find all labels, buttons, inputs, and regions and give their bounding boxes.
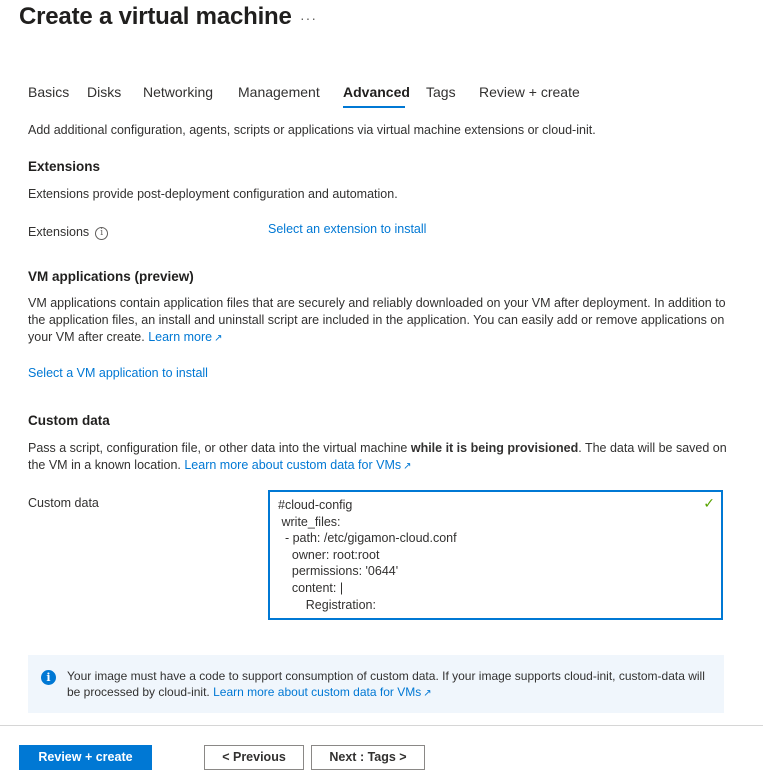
- info-banner-learn-more-link[interactable]: [213, 685, 432, 699]
- external-link-icon: ↗: [214, 333, 223, 344]
- info-banner-message: Your image must have a code to support consumption of custom data. If your image supports cloud-init, custom-data will be processed by cloud-init.: [67, 669, 705, 699]
- select-extension-link[interactable]: Select an extension to install: [268, 222, 427, 236]
- code-line: permissions: '0644': [278, 564, 399, 579]
- code-line: owner: root:root: [278, 547, 380, 562]
- custom-data-heading: Custom data: [28, 413, 110, 428]
- footer-divider: [0, 725, 763, 726]
- custom-data-desc-bold: while it is being provisioned: [410, 441, 579, 455]
- tab-review-create[interactable]: Review + create: [479, 84, 580, 100]
- vm-apps-description: [28, 295, 728, 347]
- info-icon[interactable]: i: [95, 227, 108, 240]
- previous-button[interactable]: < Previous: [204, 745, 304, 770]
- vm-apps-heading: VM applications (preview): [28, 269, 194, 284]
- extensions-field-label: [28, 225, 108, 240]
- external-link-icon: ↗: [423, 688, 432, 699]
- code-line: write_files:: [278, 514, 341, 529]
- learn-more-label: Learn more about custom data for VMs: [213, 685, 422, 699]
- tab-tags[interactable]: Tags: [426, 84, 456, 100]
- checkmark-icon: ✓: [703, 495, 715, 511]
- code-line: Registration:: [278, 597, 376, 612]
- extensions-description: Extensions provide post-deployment configuration and automation.: [28, 187, 398, 201]
- code-line: content: |: [278, 580, 344, 595]
- learn-more-label: Learn more about custom data for VMs: [184, 458, 402, 472]
- intro-text: Add additional configuration, agents, scripts or applications via virtual machine extensions or cloud-init.: [28, 123, 596, 137]
- vm-apps-learn-more-link[interactable]: [148, 330, 222, 344]
- select-vm-application-link[interactable]: Select a VM application to install: [28, 366, 208, 380]
- review-create-button[interactable]: Review + create: [19, 745, 152, 770]
- tab-basics[interactable]: Basics: [28, 84, 70, 100]
- more-options-button[interactable]: ···: [300, 10, 317, 26]
- code-line: #cloud-config: [278, 498, 353, 512]
- custom-data-learn-more-link[interactable]: [184, 458, 411, 472]
- custom-data-description: [28, 440, 728, 475]
- vm-apps-description-text: VM applications contain application files that are securely and reliably downloaded on your VM after deployment. In addition to the application files, an install and uninstall script are included in the application. You can easily add or remove applications on your VM after create.: [28, 296, 726, 344]
- extensions-label: Extensions: [28, 225, 90, 239]
- page-title: Create a virtual machine: [19, 3, 292, 30]
- custom-data-desc-2: . The data will be saved on the VM in a known location.: [28, 441, 727, 472]
- custom-data-field-label: Custom data: [28, 496, 99, 510]
- tab-disks[interactable]: Disks: [87, 84, 122, 100]
- tab-networking[interactable]: Networking: [143, 84, 214, 100]
- info-banner: [28, 655, 724, 713]
- external-link-icon: ↗: [403, 461, 412, 472]
- info-banner-text: [67, 668, 717, 702]
- learn-more-label: Learn more: [148, 330, 213, 344]
- active-tab-indicator: [343, 106, 405, 108]
- info-icon: i: [41, 670, 56, 685]
- custom-data-desc-1: Pass a script, configuration file, or other data into the virtual machine: [28, 441, 411, 455]
- tab-advanced[interactable]: Advanced: [343, 84, 410, 100]
- extensions-heading: Extensions: [28, 159, 101, 174]
- tab-management[interactable]: Management: [238, 84, 320, 100]
- code-line: - path: /etc/gigamon-cloud.conf: [278, 531, 457, 546]
- custom-data-textarea[interactable]: [268, 490, 723, 620]
- next-tags-button[interactable]: Next : Tags >: [311, 745, 425, 770]
